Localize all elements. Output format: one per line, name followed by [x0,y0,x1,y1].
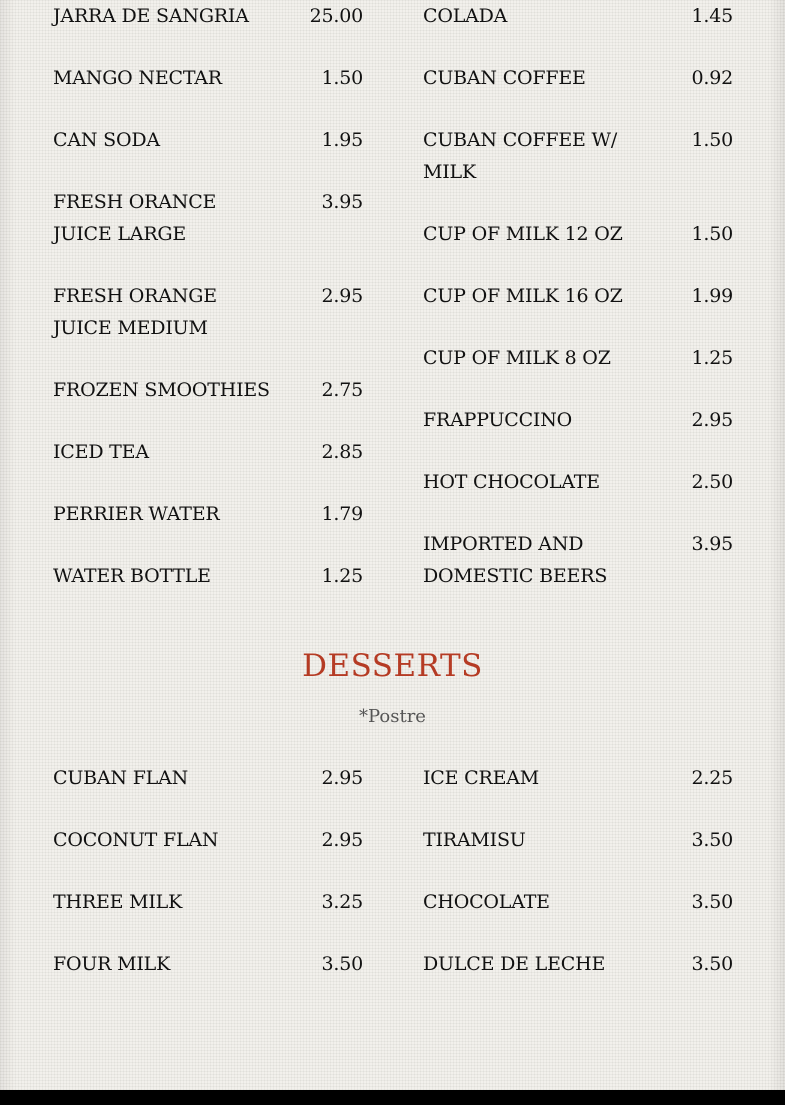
item-name: CUP OF MILK 12 OZ [423,223,623,245]
item-price: 3.95 [321,191,363,213]
item-price: 1.25 [691,347,733,369]
item-price: 3.50 [691,953,733,975]
menu-item [53,886,363,918]
item-name: COCONUT FLAN [53,829,219,851]
drinks-left-column [53,0,363,622]
menu-item [423,528,733,592]
menu-item [423,948,733,980]
menu-item [53,436,363,468]
menu-item [423,886,733,918]
item-price: 2.95 [691,409,733,431]
item-price: 1.50 [691,223,733,245]
menu-item [423,0,733,32]
item-name: THREE MILK [53,891,183,913]
item-price: 2.75 [321,379,363,401]
menu-item [423,218,733,250]
menu-item [423,280,733,312]
menu-item [53,124,363,156]
item-name: CUBAN COFFEE W/ MILK [423,129,618,183]
item-name: JARRA DE SANGRIA [53,5,249,27]
item-name: TIRAMISU [423,829,526,851]
item-name: WATER BOTTLE [53,565,211,587]
menu-item [423,824,733,856]
item-price: 2.95 [321,285,363,307]
item-name: DULCE DE LECHE [423,953,606,975]
menu-item [423,342,733,374]
item-name: CUBAN COFFEE [423,67,586,89]
item-name: IMPORTED AND DOMESTIC BEERS [423,533,608,587]
item-price: 3.25 [321,891,363,913]
item-name: FRESH ORANGE JUICE MEDIUM [53,285,217,339]
menu-item [53,560,363,592]
menu-item [423,62,733,94]
bottom-edge-bar [0,1090,785,1105]
item-name: PERRIER WATER [53,503,220,525]
item-price: 3.50 [321,953,363,975]
menu-item [423,124,733,188]
item-name: FRAPPUCCINO [423,409,573,431]
menu-item [53,824,363,856]
item-name: CUP OF MILK 16 OZ [423,285,623,307]
item-price: 25.00 [309,5,363,27]
item-price: 1.95 [321,129,363,151]
item-price: 2.95 [321,829,363,851]
menu-item [53,498,363,530]
item-price: 2.95 [321,767,363,789]
menu-item [423,466,733,498]
item-price: 1.25 [321,565,363,587]
item-name: COLADA [423,5,508,27]
item-price: 1.79 [321,503,363,525]
menu-item [53,762,363,794]
item-name: FOUR MILK [53,953,171,975]
menu-item [53,62,363,94]
item-name: CUP OF MILK 8 OZ [423,347,611,369]
item-name: MANGO NECTAR [53,67,222,89]
item-name: CAN SODA [53,129,160,151]
item-price: 1.50 [691,129,733,151]
desserts-right-column [423,762,733,1010]
item-name: ICED TEA [53,441,149,463]
menu-item [53,186,363,250]
item-price: 1.50 [321,67,363,89]
item-name: CHOCOLATE [423,891,550,913]
item-price: 2.25 [691,767,733,789]
item-price: 3.50 [691,829,733,851]
desserts-title: DESSERTS [302,648,483,684]
drinks-right-column [423,0,733,622]
item-price: 2.85 [321,441,363,463]
item-name: FROZEN SMOOTHIES [53,379,270,401]
menu-item [53,948,363,980]
item-price: 2.50 [691,471,733,493]
menu-item [53,374,363,406]
item-name: CUBAN FLAN [53,767,189,789]
menu-item [53,280,363,344]
menu-item [423,404,733,436]
item-price: 1.99 [691,285,733,307]
item-price: 0.92 [691,67,733,89]
menu-item [53,0,363,32]
item-name: HOT CHOCOLATE [423,471,600,493]
desserts-left-column [53,762,363,1010]
item-price: 3.95 [691,533,733,555]
item-name: FRESH ORANCE JUICE LARGE [53,191,217,245]
item-price: 1.45 [691,5,733,27]
item-price: 3.50 [691,891,733,913]
desserts-subtitle: *Postre [359,706,426,727]
menu-item [423,762,733,794]
item-name: ICE CREAM [423,767,540,789]
